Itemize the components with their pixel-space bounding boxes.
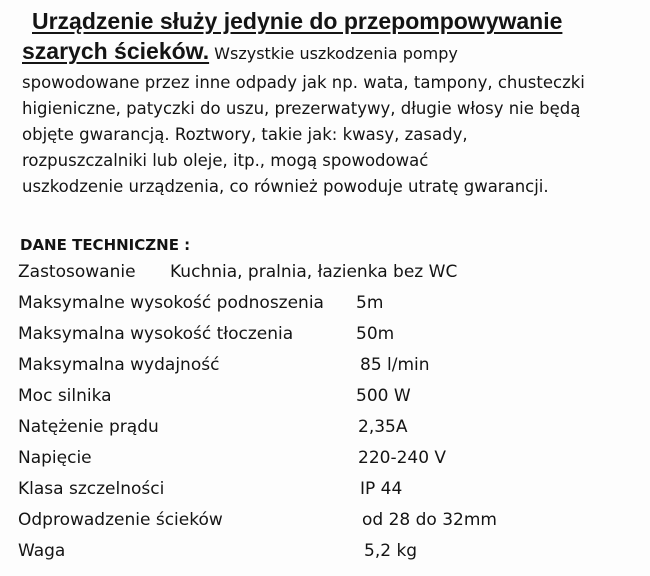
paragraph-line: uszkodzenie urządzenia, co również powoduje utratę gwarancji.	[22, 177, 549, 196]
spec-label: Napięcie	[18, 448, 92, 468]
spec-value: 50m	[356, 324, 395, 344]
spec-label: Klasa szczelności	[18, 479, 165, 499]
spec-value: 5,2 kg	[364, 541, 418, 561]
spec-value: od 28 do 32mm	[362, 510, 497, 530]
spec-value: IP 44	[360, 479, 403, 499]
spec-label: Maksymalna wysokość tłoczenia	[18, 324, 294, 344]
title-line-2-bold: szarych ścieków.	[22, 38, 210, 64]
spec-value: 500 W	[356, 386, 411, 406]
spec-value: 85 l/min	[360, 355, 430, 375]
title-line-1: Urządzenie służy jedynie do przepompowywanie	[32, 8, 563, 34]
spec-label: Moc silnika	[18, 386, 112, 406]
spec-value: 220-240 V	[358, 448, 447, 468]
paragraph-line: spowodowane przez inne odpady jak np. wata, tampony, chusteczki	[22, 73, 585, 92]
title-line-2	[22, 36, 458, 66]
spec-value: Kuchnia, pralnia, łazienka bez WC	[170, 262, 458, 282]
paragraph-line: higieniczne, patyczki do uszu, prezerwatywy, długie włosy nie będą	[22, 99, 581, 118]
spec-label: Zastosowanie	[18, 262, 136, 282]
spec-label: Odprowadzenie ścieków	[18, 510, 223, 530]
section-heading: DANE TECHNICZNE :	[20, 236, 191, 254]
paragraph-line: rozpuszczalniki lub oleje, itp., mogą spowodować	[22, 151, 429, 170]
title-line-2-rest: Wszystkie uszkodzenia pompy	[209, 44, 458, 63]
spec-label: Natężenie prądu	[18, 417, 159, 437]
paragraph-line: objęte gwarancją. Roztwory, takie jak: kwasy, zasady,	[22, 125, 468, 144]
spec-label: Waga	[18, 541, 66, 561]
spec-label: Maksymalne wysokość podnoszenia	[18, 293, 324, 313]
warranty-paragraph	[22, 70, 642, 200]
spec-value: 2,35A	[358, 417, 408, 437]
spec-label: Maksymalna wydajność	[18, 355, 220, 375]
spec-value: 5m	[356, 293, 384, 313]
